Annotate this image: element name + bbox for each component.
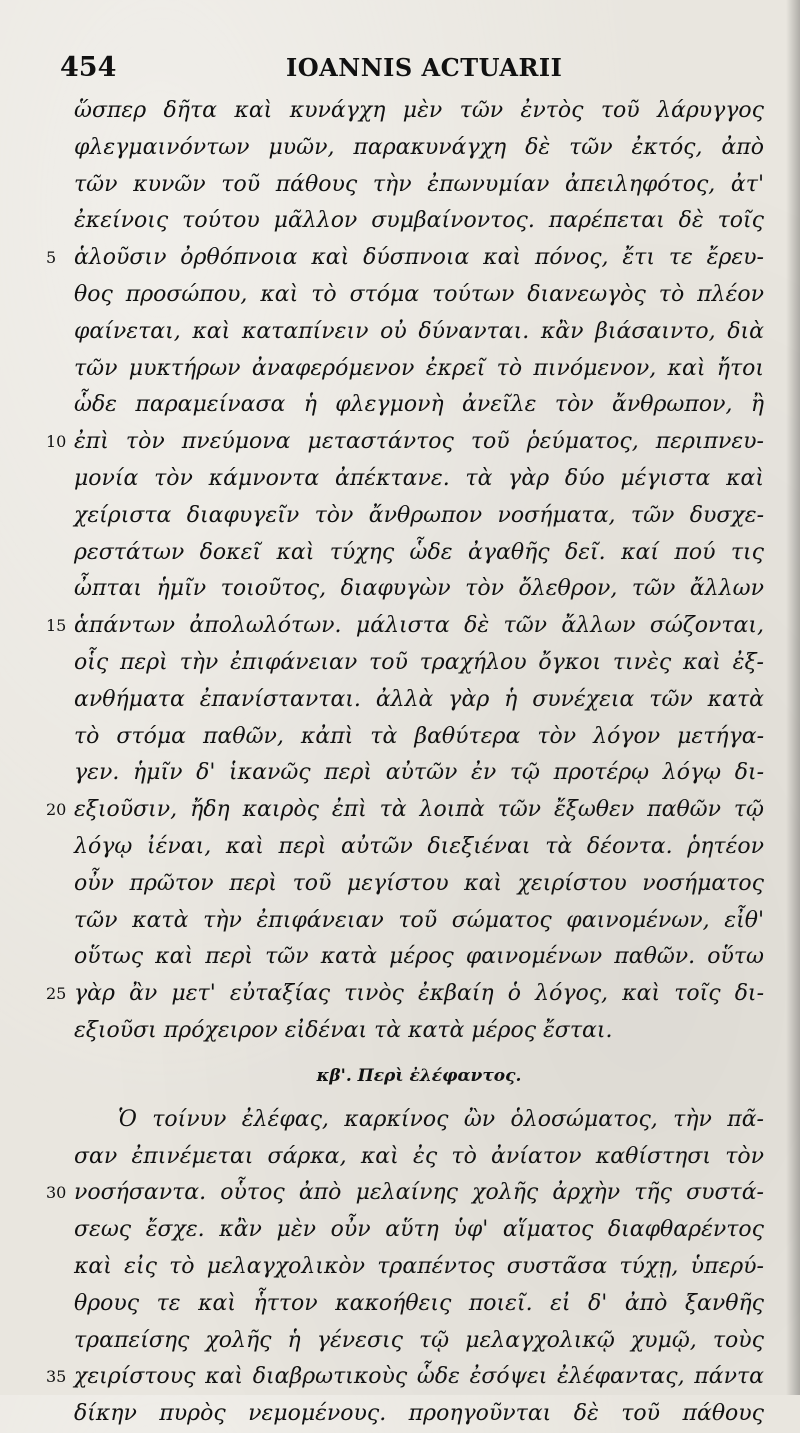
text-line <box>46 792 764 829</box>
text-line <box>74 1139 764 1176</box>
line-text: οἷς περὶ τὴν ἐπιφάνειαν τοῦ τραχήλου ὄγκοι τινὲς καὶ ἐξ- <box>74 649 764 675</box>
line-text: τῶν κατὰ τὴν ἐπιφάνειαν τοῦ σώματος φαινομένων, εἶθ' <box>74 907 764 933</box>
line-text: φαίνεται, καὶ καταπίνειν οὐ δύνανται. κἂν βιάσαιντο, διὰ <box>74 318 764 344</box>
line-number: 5 <box>46 248 57 268</box>
line-number: 25 <box>46 984 67 1004</box>
text-line <box>74 829 764 866</box>
text-line <box>46 608 764 645</box>
text-line <box>74 939 764 976</box>
line-text: ὦπται ἡμῖν τοιοῦτος, διαφυγὼν τὸν ὄλεθρον, τῶν ἄλλων <box>74 576 764 602</box>
text-line <box>74 755 764 792</box>
line-text: ὥσπερ δῆτα καὶ κυνάγχη μὲν τῶν ἐντὸς τοῦ λάρυγγος <box>74 98 764 123</box>
line-text: τραπείσης χολῆς ἡ γένεσις τῷ μελαγχολικῷ χυμῷ, τοὺς <box>74 1327 764 1353</box>
line-text: θρους τε καὶ ἧττον κακοήθεις ποιεῖ. εἰ δ' ἀπὸ ξανθῆς <box>74 1290 764 1316</box>
paragraph-after-heading <box>46 1102 764 1433</box>
line-text: λόγῳ ἰέναι, καὶ περὶ αὐτῶν διεξιέναι τὰ δέοντα. ῥητέον <box>74 833 764 859</box>
page-header <box>60 48 760 88</box>
line-text: ἁλοῦσιν ὀρθόπνοια καὶ δύσπνοια καὶ πόνος, ἔτι τε ἔρευ- <box>74 245 764 271</box>
line-text: οὕτως καὶ περὶ τῶν κατὰ μέρος φαινομένων παθῶν. οὕτω <box>74 944 764 970</box>
text-line <box>74 1323 764 1360</box>
text-line <box>74 719 764 756</box>
line-text: τὸ στόμα παθῶν, κἀπὶ τὰ βαθύτερα τὸν λόγον μετήγα- <box>74 723 764 749</box>
text-line <box>74 93 764 130</box>
text-line <box>46 424 764 461</box>
line-text: γὰρ ἂν μετ' εὐταξίας τινὸς ἐκβαίη ὁ λόγος, καὶ τοῖς δι- <box>74 981 764 1007</box>
line-text: τῶν κυνῶν τοῦ πάθους τὴν ἐπωνυμίαν ἀπειληφότος, ἀτ' <box>74 171 764 197</box>
text-line <box>74 277 764 314</box>
text-line <box>74 903 764 940</box>
line-text: ἐπὶ τὸν πνεύμονα μεταστάντος τοῦ ῥεύματος, περιπνευ- <box>74 429 764 455</box>
text-line <box>74 130 764 167</box>
line-text: νοσήσαντα. οὗτος ἀπὸ μελαίνης χολῆς ἀρχὴν τῆς συστά- <box>74 1180 764 1206</box>
text-line <box>74 351 764 388</box>
line-text: χειρίστους καὶ διαβρωτικοὺς ὧδε ἐσόψει ἐλέφαντας, πάντα <box>74 1364 764 1390</box>
running-head: IOANNIS ACTUARII <box>286 53 563 82</box>
text-line <box>46 1175 764 1212</box>
line-text: τῶν μυκτήρων ἀναφερόμενον ἐκρεῖ τὸ πινόμενον, καὶ ἤτοι <box>74 355 764 381</box>
line-number: 15 <box>46 616 67 636</box>
line-number: 35 <box>46 1367 67 1387</box>
paragraph-before-heading <box>46 93 764 1050</box>
text-line <box>74 571 764 608</box>
body-text <box>46 93 764 1433</box>
line-text: σεως ἔσχε. κἂν μὲν οὖν αὕτη ὑφ' αἵματος διαφθαρέντος <box>74 1217 764 1243</box>
text-line <box>74 1286 764 1323</box>
line-text: μονία τὸν κάμνοντα ἀπέκτανε. τὰ γὰρ δύο μέγιστα καὶ <box>74 465 764 491</box>
text-line <box>46 976 764 1013</box>
text-line <box>74 645 764 682</box>
line-text: οὖν πρῶτον περὶ τοῦ μεγίστου καὶ χειρίστου νοσήματος <box>74 870 764 896</box>
text-line <box>74 498 764 535</box>
page-number: 454 <box>60 52 117 83</box>
text-line <box>74 1102 764 1139</box>
text-line <box>74 1396 764 1433</box>
line-number: 10 <box>46 432 67 452</box>
line-text: ἐκείνοις τούτου μᾶλλον συμβαίνοντος. παρέπεται δὲ τοῖς <box>74 208 764 234</box>
line-text: ἁπάντων ἀπολωλότων. μάλιστα δὲ τῶν ἄλλων σώζονται, <box>74 613 764 639</box>
line-text: εξιοῦσιν, ἤδη καιρὸς ἐπὶ τὰ λοιπὰ τῶν ἔξωθεν παθῶν τῷ <box>74 797 764 823</box>
text-line <box>74 1013 764 1050</box>
text-line <box>46 240 764 277</box>
line-text: φλεγμαινόντων μυῶν, παρακυνάγχη δὲ τῶν ἐκτός, ἀπὸ <box>74 134 764 160</box>
text-line <box>74 461 764 498</box>
text-line <box>46 1359 764 1396</box>
text-line <box>74 387 764 424</box>
text-line <box>74 203 764 240</box>
line-text: χείριστα διαφυγεῖν τὸν ἄνθρωπον νοσήματα, τῶν δυσχε- <box>74 502 764 528</box>
line-text: ὧδε παραμείνασα ἡ φλεγμονὴ ἀνεῖλε τὸν ἄνθρωπον, ἢ <box>74 392 764 418</box>
line-text: θος προσώπου, καὶ τὸ στόμα τούτων διανεωγὸς τὸ πλέον <box>74 281 764 307</box>
text-line <box>74 866 764 903</box>
line-text: εξιοῦσι πρόχειρον εἰδέναι τὰ κατὰ μέρος ἔσται. <box>74 1017 613 1043</box>
text-line <box>74 1249 764 1286</box>
line-text: Ὁ τοίνυν ἐλέφας, καρκίνος ὢν ὁλοσώματος, τὴν πᾶ- <box>118 1106 764 1132</box>
line-number: 20 <box>46 800 67 820</box>
line-text: γεν. ἡμῖν δ' ἱκανῶς περὶ αὐτῶν ἐν τῷ προτέρῳ λόγῳ δι- <box>74 760 764 786</box>
text-line <box>74 1212 764 1249</box>
text-line <box>74 314 764 351</box>
text-line <box>74 682 764 719</box>
line-text: ανθήματα ἐπανίστανται. ἀλλὰ γὰρ ἡ συνέχεια τῶν κατὰ <box>74 686 764 712</box>
line-text: καὶ εἰς τὸ μελαγχολικὸν τραπέντος συστᾶσα τύχῃ, ὑπερύ- <box>74 1253 764 1279</box>
line-text: ρεστάτων δοκεῖ καὶ τύχης ὧδε ἀγαθῆς δεῖ. καί πού τις <box>74 539 764 565</box>
text-line <box>74 535 764 572</box>
page-gutter-shadow <box>786 0 800 1395</box>
line-text: δίκην πυρὸς νεμομένους. προηγοῦνται δὲ τοῦ πάθους <box>74 1401 764 1427</box>
text-line <box>74 167 764 204</box>
line-number: 30 <box>46 1183 67 1203</box>
line-text: σαν ἐπινέμεται σάρκα, καὶ ἐς τὸ ἀνίατον καθίστησι τὸν <box>74 1143 764 1169</box>
section-heading: κβ'. Περὶ ἐλέφαντος. <box>316 1065 522 1086</box>
